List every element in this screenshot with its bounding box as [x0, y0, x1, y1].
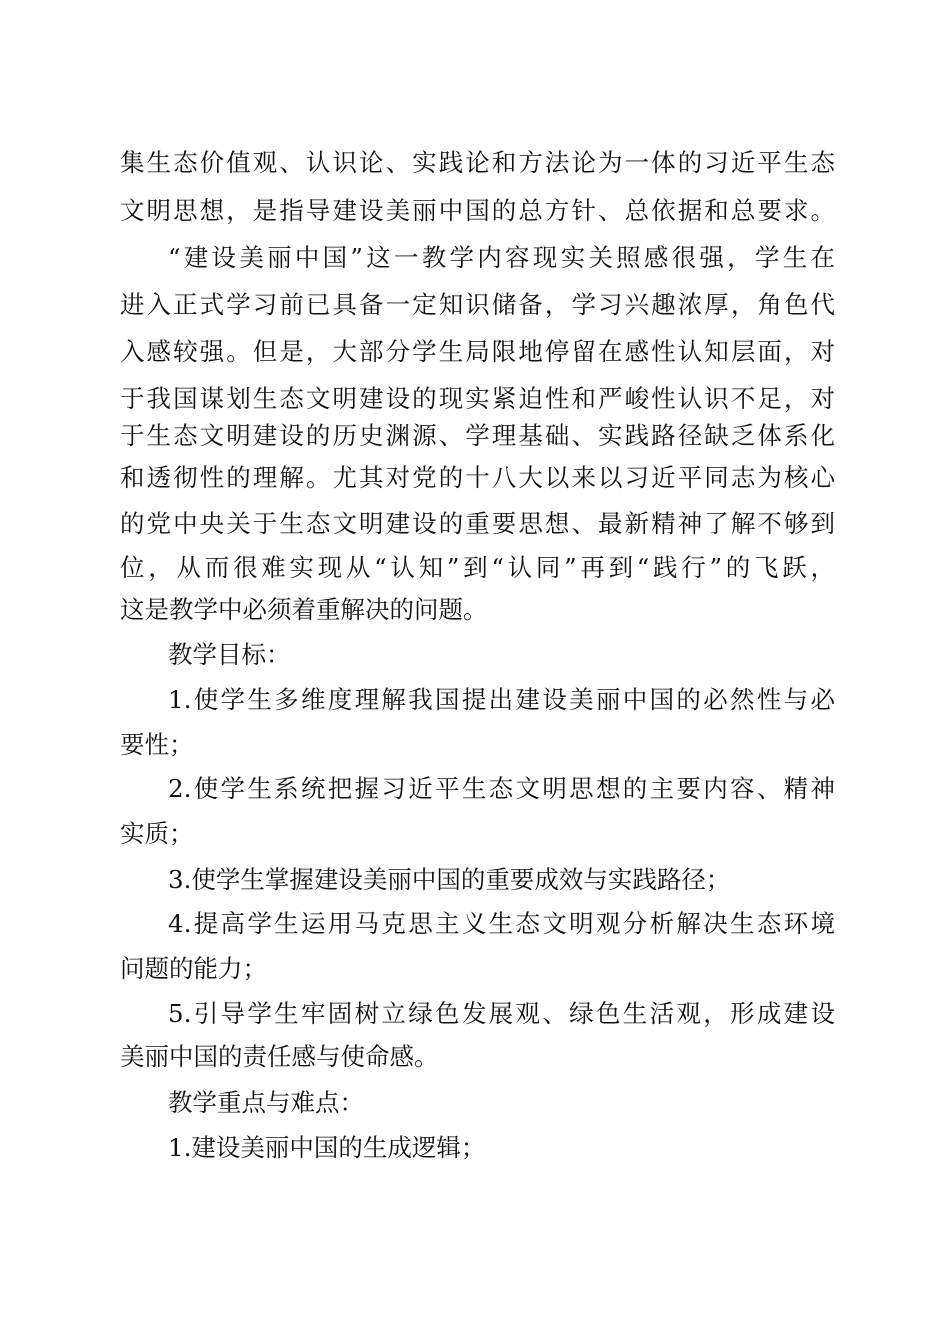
list-item-continuation: 要性；	[120, 730, 194, 759]
list-item: 3.使学生掌握建设美丽中国的重要成效与实践路径；	[168, 865, 731, 894]
paragraph-first-line: “建设美丽中国”这一教学内容现实关照感很强，学生在	[168, 243, 835, 272]
text-line: 和透彻性的理解。尤其对党的十八大以来以习近平同志为核心	[120, 463, 835, 492]
text-line: 进入正式学习前已具备一定知识储备，学习兴趣浓厚，角色代	[120, 290, 835, 319]
section-heading: 教学目标：	[168, 640, 291, 669]
list-item: 2.使学生系统把握习近平生态文明思想的主要内容、精神	[168, 774, 835, 803]
section-heading: 教学重点与难点：	[168, 1088, 364, 1117]
text-line: 文明思想，是指导建设美丽中国的总方针、总依据和总要求。	[120, 196, 835, 225]
list-item: 1.建设美丽中国的生成逻辑；	[168, 1133, 486, 1162]
list-item-continuation: 美丽中国的责任感与使命感。	[120, 1042, 439, 1071]
list-item: 1.使学生多维度理解我国提出建设美丽中国的必然性与必	[168, 685, 835, 714]
text-line: 于生态文明建设的历史渊源、学理基础、实践路径缺乏体系化	[120, 421, 835, 450]
text-line: 位，从而很难实现从“认知”到“认同”再到“践行”的飞跃，	[120, 553, 835, 582]
text-line: 入感较强。但是，大部分学生局限地停留在感性认知层面，对	[120, 337, 835, 366]
text-line: 集生态价值观、认识论、实践论和方法论为一体的习近平生态	[120, 148, 835, 177]
text-line: 这是教学中必须着重解决的问题。	[120, 595, 488, 624]
list-item: 5.引导学生牢固树立绿色发展观、绿色生活观，形成建设	[168, 999, 835, 1028]
list-item-continuation: 实质；	[120, 819, 194, 848]
text-line: 于我国谋划生态文明建设的现实紧迫性和严峻性认识不足，对	[120, 384, 835, 413]
list-item-continuation: 问题的能力；	[120, 954, 267, 983]
list-item: 4.提高学生运用马克思主义生态文明观分析解决生态环境	[168, 909, 835, 938]
text-line: 的党中央关于生态文明建设的重要思想、最新精神了解不够到	[120, 509, 835, 538]
